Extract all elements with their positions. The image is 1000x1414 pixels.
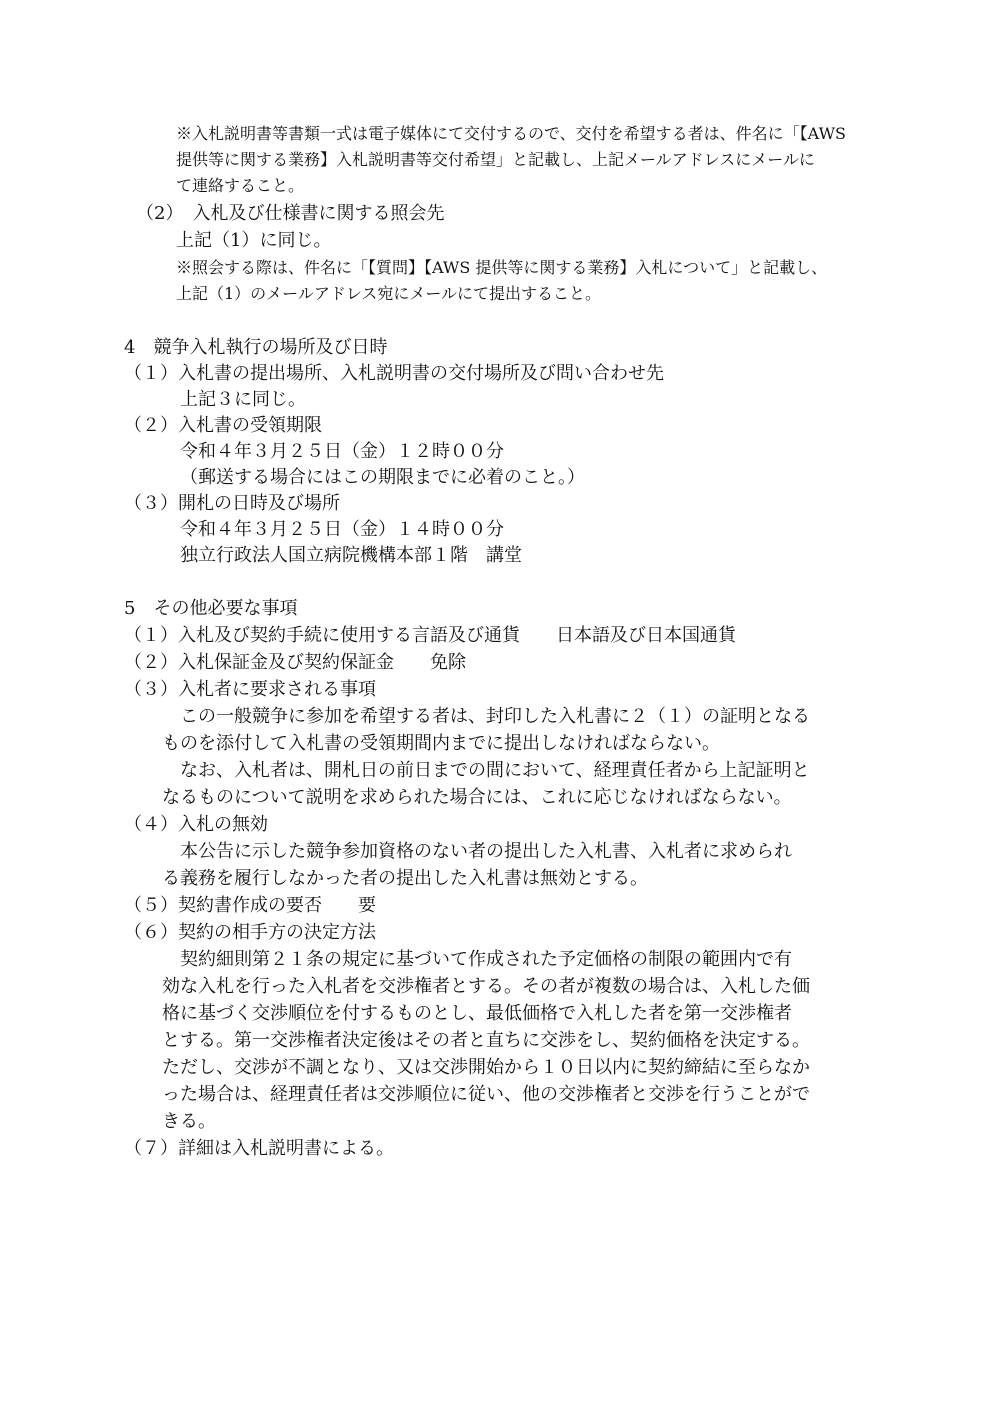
section-4-item-3-datetime: 令和４年３月２５日（金）１４時００分: [180, 519, 504, 540]
section-5-item-2: （２）入札保証金及び契約保証金 免除: [124, 652, 466, 673]
section-4-item-2-mail-note: （郵送する場合にはこの期限までに必着のこと。）: [180, 467, 585, 488]
note-document-delivery-line-1: ※入札説明書等書類一式は電子媒体にて交付するので、交付を希望する者は、件名に「【AWS: [176, 124, 846, 143]
section-5-item-4-line-2: る義務を履行しなかった者の提出した入札書は無効とする。: [162, 868, 648, 889]
section-5-item-6-line-1: 契約細則第２１条の規定に基づいて作成された予定価格の制限の範囲内で有: [180, 949, 792, 970]
section-5-item-4-heading: （４）入札の無効: [124, 814, 268, 835]
section-5-item-5: （５）契約書作成の要否 要: [124, 895, 376, 916]
section-4-item-1-heading: （１）入札書の提出場所、入札説明書の交付場所及び問い合わせ先: [124, 363, 664, 384]
section-4-item-2-deadline: 令和４年３月２５日（金）１２時００分: [180, 441, 504, 462]
section-5-item-6-heading: （６）契約の相手方の決定方法: [124, 922, 376, 943]
section-5-item-3-p2-line-1: なお、入札者は、開札日の前日までの間において、経理責任者から上記証明と: [180, 760, 810, 781]
section-4-heading: 4 競争入札執行の場所及び日時: [124, 337, 388, 358]
section-4-item-1-body: 上記３に同じ。: [180, 389, 306, 410]
section-4-item-2-heading: （２）入札書の受領期限: [124, 415, 322, 436]
section-5-item-4-line-1: 本公告に示した競争参加資格のない者の提出した入札書、入札者に求められ: [180, 841, 792, 862]
section-5-item-7: （７）詳細は入札説明書による。: [124, 1138, 394, 1159]
section-5-heading: 5 その他必要な事項: [124, 598, 298, 619]
section-5-item-6-line-4: とする。第一交渉権者決定後はその者と直ちに交渉をし、契約価格を決定する。: [162, 1030, 810, 1051]
section-5-item-6-line-2: 効な入札を行った入札者を交渉権者とする。その者が複数の場合は、入札した価: [162, 976, 810, 997]
inquiry-heading: （2） 入札及び仕様書に関する照会先: [136, 203, 445, 224]
section-5-item-6-line-3: 格に基づく交渉順位を付するものとし、最低価格で入札した者を第一交渉権者: [162, 1003, 792, 1024]
section-5-item-6-line-5: ただし、交渉が不調となり、又は交渉開始から１０日以内に契約締結に至らなか: [162, 1057, 810, 1078]
section-5-item-3-p2-line-2: なるものについて説明を求められた場合には、これに応じなければならない。: [162, 787, 792, 808]
section-5-item-1: （１）入札及び契約手続に使用する言語及び通貨 日本語及び日本国通貨: [124, 625, 736, 646]
section-5-item-6-line-6: った場合は、経理責任者は交渉順位に従い、他の交渉権者と交渉を行うことがで: [162, 1084, 810, 1105]
section-5-item-3-p1-line-2: ものを添付して入札書の受領期間内までに提出しなければならない。: [162, 733, 720, 754]
note-inquiry-line-1: ※照会する際は、件名に「【質問】【AWS 提供等に関する業務】入札について」と記載し、: [176, 258, 828, 277]
section-5-item-3-heading: （３）入札者に要求される事項: [124, 679, 376, 700]
note-document-delivery-line-2: 提供等に関する業務】入札説明書等交付希望」と記載し、上記メールアドレスにメールに: [176, 150, 815, 169]
section-5-item-3-p1-line-1: この一般競争に参加を希望する者は、封印した入札書に２（１）の証明となる: [180, 706, 810, 727]
section-5-item-6-line-7: きる。: [162, 1111, 216, 1132]
section-4-item-3-place: 独立行政法人国立病院機構本部１階 講堂: [180, 545, 522, 566]
note-inquiry-line-2: 上記（1）のメールアドレス宛にメールにて提出すること。: [176, 284, 602, 303]
note-document-delivery-line-3: て連絡すること。: [176, 176, 305, 195]
inquiry-body: 上記（1）に同じ。: [176, 230, 332, 251]
section-4-item-3-heading: （３）開札の日時及び場所: [124, 493, 340, 514]
